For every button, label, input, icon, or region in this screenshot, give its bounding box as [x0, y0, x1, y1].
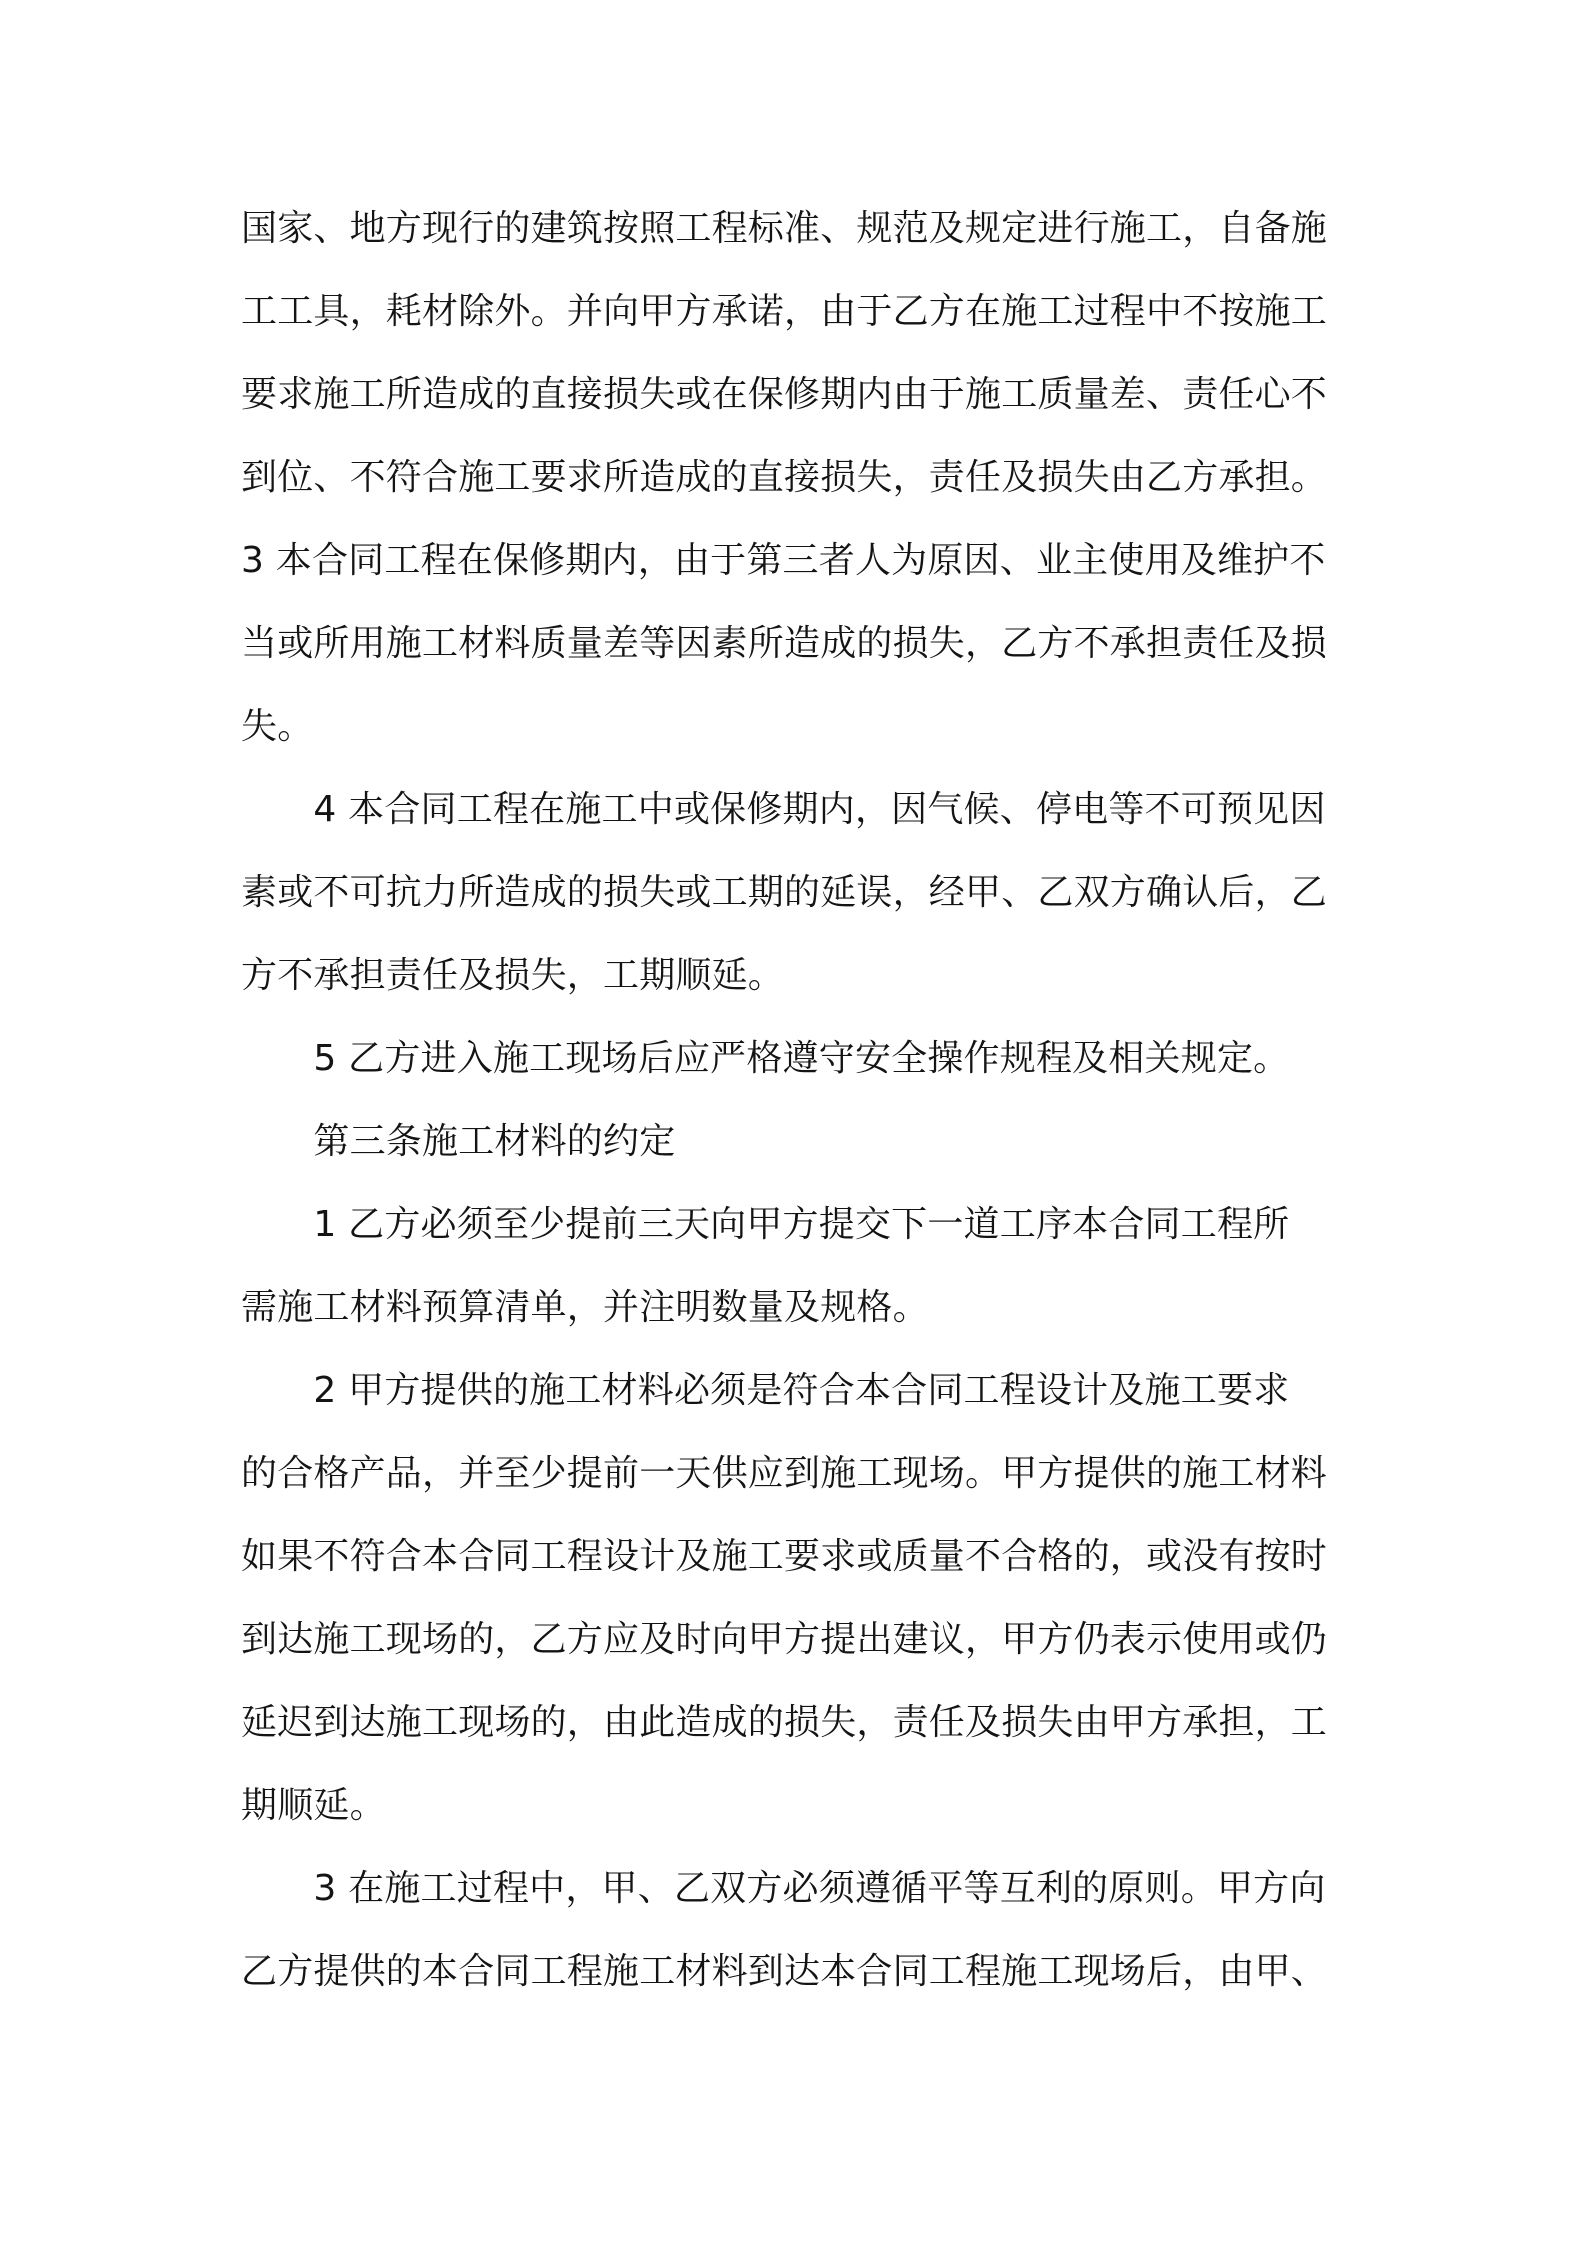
- text-line: 需施工材料预算清单，并注明数量及规格。: [241, 1287, 929, 1328]
- text-line: 2 甲方提供的施工材料必须是符合本合同工程设计及施工要求: [241, 1370, 1290, 1411]
- section-heading: 第三条施工材料的约定: [241, 1121, 676, 1162]
- text-line: 4 本合同工程在施工中或保修期内，因气候、停电等不可预见因: [241, 789, 1326, 830]
- text-line: 到位、不符合施工要求所造成的直接损失，责任及损失由乙方承担。: [241, 457, 1328, 498]
- text-line: 延迟到达施工现场的，由此造成的损失，责任及损失由甲方承担，工: [241, 1702, 1328, 1743]
- text-line: 国家、地方现行的建筑按照工程标准、规范及规定进行施工，自备施: [241, 208, 1328, 249]
- text-line: 乙方提供的本合同工程施工材料到达本合同工程施工现场后，由甲、: [241, 1951, 1328, 1992]
- text-line: 期顺延。: [241, 1785, 386, 1826]
- text-line: 当或所用施工材料质量差等因素所造成的损失，乙方不承担责任及损: [241, 623, 1328, 664]
- text-line: 素或不可抗力所造成的损失或工期的延误，经甲、乙双方确认后，乙: [241, 872, 1328, 913]
- text-line: 如果不符合本合同工程设计及施工要求或质量不合格的，或没有按时: [241, 1536, 1328, 1577]
- text-line: 工工具，耗材除外。并向甲方承诺，由于乙方在施工过程中不按施工: [241, 291, 1328, 332]
- text-line: 到达施工现场的，乙方应及时向甲方提出建议，甲方仍表示使用或仍: [241, 1619, 1328, 1660]
- text-line: 1 乙方必须至少提前三天向甲方提交下一道工序本合同工程所: [241, 1204, 1290, 1245]
- document-body: [241, 200, 1351, 2026]
- text-line: 3 本合同工程在保修期内，由于第三者人为原因、业主使用及维护不: [241, 540, 1326, 581]
- text-line: 的合格产品，并至少提前一天供应到施工现场。甲方提供的施工材料: [241, 1453, 1328, 1494]
- text-line: 方不承担责任及损失，工期顺延。: [241, 955, 785, 996]
- text-line: 要求施工所造成的直接损失或在保修期内由于施工质量差、责任心不: [241, 374, 1328, 415]
- text-line: 失。: [241, 706, 314, 747]
- text-line: 3 在施工过程中，甲、乙双方必须遵循平等互利的原则。甲方向: [241, 1868, 1326, 1909]
- text-line: 5 乙方进入施工现场后应严格遵守安全操作规程及相关规定。: [241, 1038, 1290, 1079]
